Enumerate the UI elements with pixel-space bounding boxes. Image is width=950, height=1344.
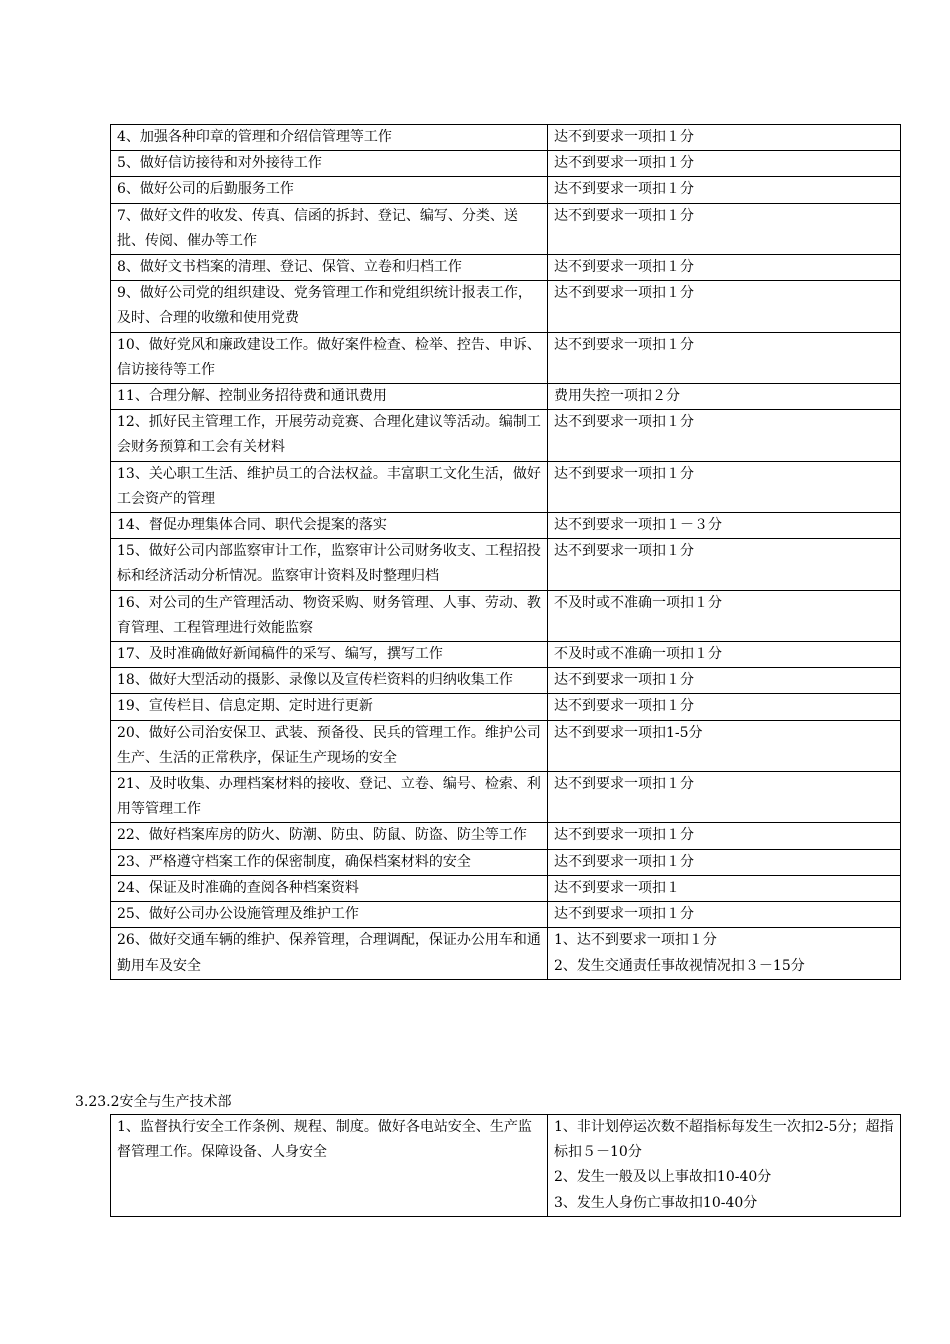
deduction-rule: 达不到要求一项扣１分 (554, 543, 694, 560)
table-row (111, 720, 901, 771)
deduction-cell (548, 410, 901, 461)
deduction-rule: 达不到要求一项扣１ (554, 879, 680, 896)
table-row (111, 928, 901, 979)
requirement-cell: 17、及时准确做好新闻稿件的采写、编写，撰写工作 (111, 642, 548, 668)
responsibility-table (110, 124, 901, 980)
requirement-cell: 8、做好文书档案的清理、登记、保管、立卷和归档工作 (111, 255, 548, 281)
deduction-cell (548, 332, 901, 383)
deduction-cell (548, 151, 901, 177)
section-heading: 3.23.2安全与生产技术部 (75, 1094, 232, 1110)
table-row (111, 410, 901, 461)
table-row (111, 823, 901, 849)
table-row (111, 772, 901, 823)
requirement-cell: 4、加强各种印章的管理和介绍信管理等工作 (111, 125, 548, 151)
deduction-cell (548, 539, 901, 590)
deduction-cell (548, 177, 901, 203)
table-row (111, 461, 901, 512)
table-row (111, 875, 901, 901)
requirement-cell: 22、做好档案库房的防火、防潮、防虫、防鼠、防盗、防尘等工作 (111, 823, 548, 849)
safety-table-body (111, 1115, 901, 1217)
deduction-cell (548, 928, 901, 979)
deduction-cell (548, 1115, 901, 1217)
deduction-rule: 达不到要求一项扣１分 (554, 155, 694, 172)
deduction-rule: 达不到要求一项扣１分 (554, 336, 694, 353)
deduction-cell (548, 823, 901, 849)
requirement-cell: 26、做好交通车辆的维护、保养管理，合理调配，保证办公用车和通勤用车及安全 (111, 928, 548, 979)
deduction-rule: 3、发生人身伤亡事故扣10-40分 (554, 1194, 758, 1211)
requirement-cell: 15、做好公司内部监察审计工作，监察审计公司财务收支、工程招投标和经济活动分析情况。监察审计资料及时整理归档 (111, 539, 548, 590)
requirement-cell: 1、监督执行安全工作条例、规程、制度。做好各电站安全、生产监督管理工作。保障设备、人身安全 (111, 1115, 548, 1217)
deduction-rule: 达不到要求一项扣１分 (554, 776, 694, 793)
requirement-cell: 25、做好公司办公设施管理及维护工作 (111, 902, 548, 928)
deduction-rule: 达不到要求一项扣１分 (554, 129, 694, 145)
table-row (111, 694, 901, 720)
deduction-rule: 达不到要求一项扣１分 (554, 414, 694, 431)
deduction-rule: 2、发生一般及以上事故扣10-40分 (554, 1169, 772, 1186)
table-row (111, 539, 901, 590)
deduction-cell (548, 203, 901, 254)
requirement-cell: 16、对公司的生产管理活动、物资采购、财务管理、人事、劳动、教育管理、工程管理进行效能监察 (111, 590, 548, 641)
deduction-rule: 达不到要求一项扣１－３分 (554, 517, 722, 534)
requirement-cell: 19、宣传栏目、信息定期、定时进行更新 (111, 694, 548, 720)
requirement-cell: 5、做好信访接待和对外接待工作 (111, 151, 548, 177)
deduction-cell (548, 461, 901, 512)
deduction-rule: 2、发生交通责任事故视情况扣３－15分 (554, 957, 805, 974)
deduction-cell (548, 642, 901, 668)
deduction-rule: 达不到要求一项扣１分 (554, 906, 694, 923)
requirement-cell: 6、做好公司的后勤服务工作 (111, 177, 548, 203)
table-row (111, 255, 901, 281)
deduction-cell (548, 590, 901, 641)
deduction-cell (548, 513, 901, 539)
deduction-rule: 达不到要求一项扣１分 (554, 672, 694, 689)
safety-table (110, 1114, 901, 1217)
deduction-cell (548, 668, 901, 694)
deduction-rule: 达不到要求一项扣１分 (554, 853, 694, 870)
table-row (111, 151, 901, 177)
table-row (111, 590, 901, 641)
deduction-cell (548, 255, 901, 281)
deduction-cell (548, 384, 901, 410)
deduction-rule: 达不到要求一项扣１分 (554, 181, 694, 198)
deduction-rule: 达不到要求一项扣１分 (554, 207, 694, 224)
deduction-cell (548, 694, 901, 720)
deduction-rule: 达不到要求一项扣1-5分 (554, 724, 703, 741)
deduction-rule: 达不到要求一项扣１分 (554, 827, 694, 844)
deduction-cell (548, 772, 901, 823)
deduction-rule: 达不到要求一项扣１分 (554, 259, 694, 276)
requirement-cell: 18、做好大型活动的摄影、录像以及宣传栏资料的归纳收集工作 (111, 668, 548, 694)
deduction-cell (548, 849, 901, 875)
requirement-cell: 10、做好党风和廉政建设工作。做好案件检查、检举、控告、申诉、信访接待等工作 (111, 332, 548, 383)
deduction-rule: 达不到要求一项扣１分 (554, 698, 694, 715)
deduction-rule: 1、非计划停运次数不超指标每发生一次扣2-5分；超指标扣５－10分 (554, 1119, 894, 1161)
requirement-cell: 21、及时收集、办理档案材料的接收、登记、立卷、编号、检索、利用等管理工作 (111, 772, 548, 823)
table-row (111, 384, 901, 410)
deduction-rule: 达不到要求一项扣１分 (554, 285, 694, 302)
table-row (111, 281, 901, 332)
deduction-cell (548, 875, 901, 901)
deduction-rule: 1、达不到要求一项扣１分 (554, 932, 717, 949)
requirement-cell: 7、做好文件的收发、传真、信函的拆封、登记、编写、分类、送批、传阅、催办等工作 (111, 203, 548, 254)
table-row (111, 642, 901, 668)
table-row (111, 668, 901, 694)
deduction-rule: 不及时或不准确一项扣１分 (554, 594, 722, 611)
requirement-cell: 13、关心职工生活、维护员工的合法权益。丰富职工文化生活，做好工会资产的管理 (111, 461, 548, 512)
requirement-cell: 23、严格遵守档案工作的保密制度，确保档案材料的安全 (111, 849, 548, 875)
table-row (111, 1115, 901, 1217)
deduction-cell (548, 720, 901, 771)
requirement-cell: 20、做好公司治安保卫、武装、预备役、民兵的管理工作。维护公司生产、生活的正常秩序，保证生产现场的安全 (111, 720, 548, 771)
table-row (111, 177, 901, 203)
deduction-rule: 达不到要求一项扣１分 (554, 465, 694, 482)
requirement-cell: 24、保证及时准确的查阅各种档案资料 (111, 875, 548, 901)
responsibility-table-body (111, 125, 901, 980)
deduction-cell (548, 902, 901, 928)
deduction-cell (548, 281, 901, 332)
table-row (111, 902, 901, 928)
table-row (111, 203, 901, 254)
deduction-cell (548, 125, 901, 151)
table-row (111, 125, 901, 151)
deduction-rule: 不及时或不准确一项扣１分 (554, 646, 722, 663)
requirement-cell: 11、合理分解、控制业务招待费和通讯费用 (111, 384, 548, 410)
requirement-cell: 14、督促办理集体合同、职代会提案的落实 (111, 513, 548, 539)
table-row (111, 332, 901, 383)
requirement-cell: 12、抓好民主管理工作，开展劳动竞赛、合理化建议等活动。编制工会财务预算和工会有关材料 (111, 410, 548, 461)
requirement-cell: 9、做好公司党的组织建设、党务管理工作和党组织统计报表工作，及时、合理的收缴和使用党费 (111, 281, 548, 332)
deduction-rule: 费用失控一项扣２分 (554, 388, 680, 405)
table-row (111, 513, 901, 539)
table-row (111, 849, 901, 875)
